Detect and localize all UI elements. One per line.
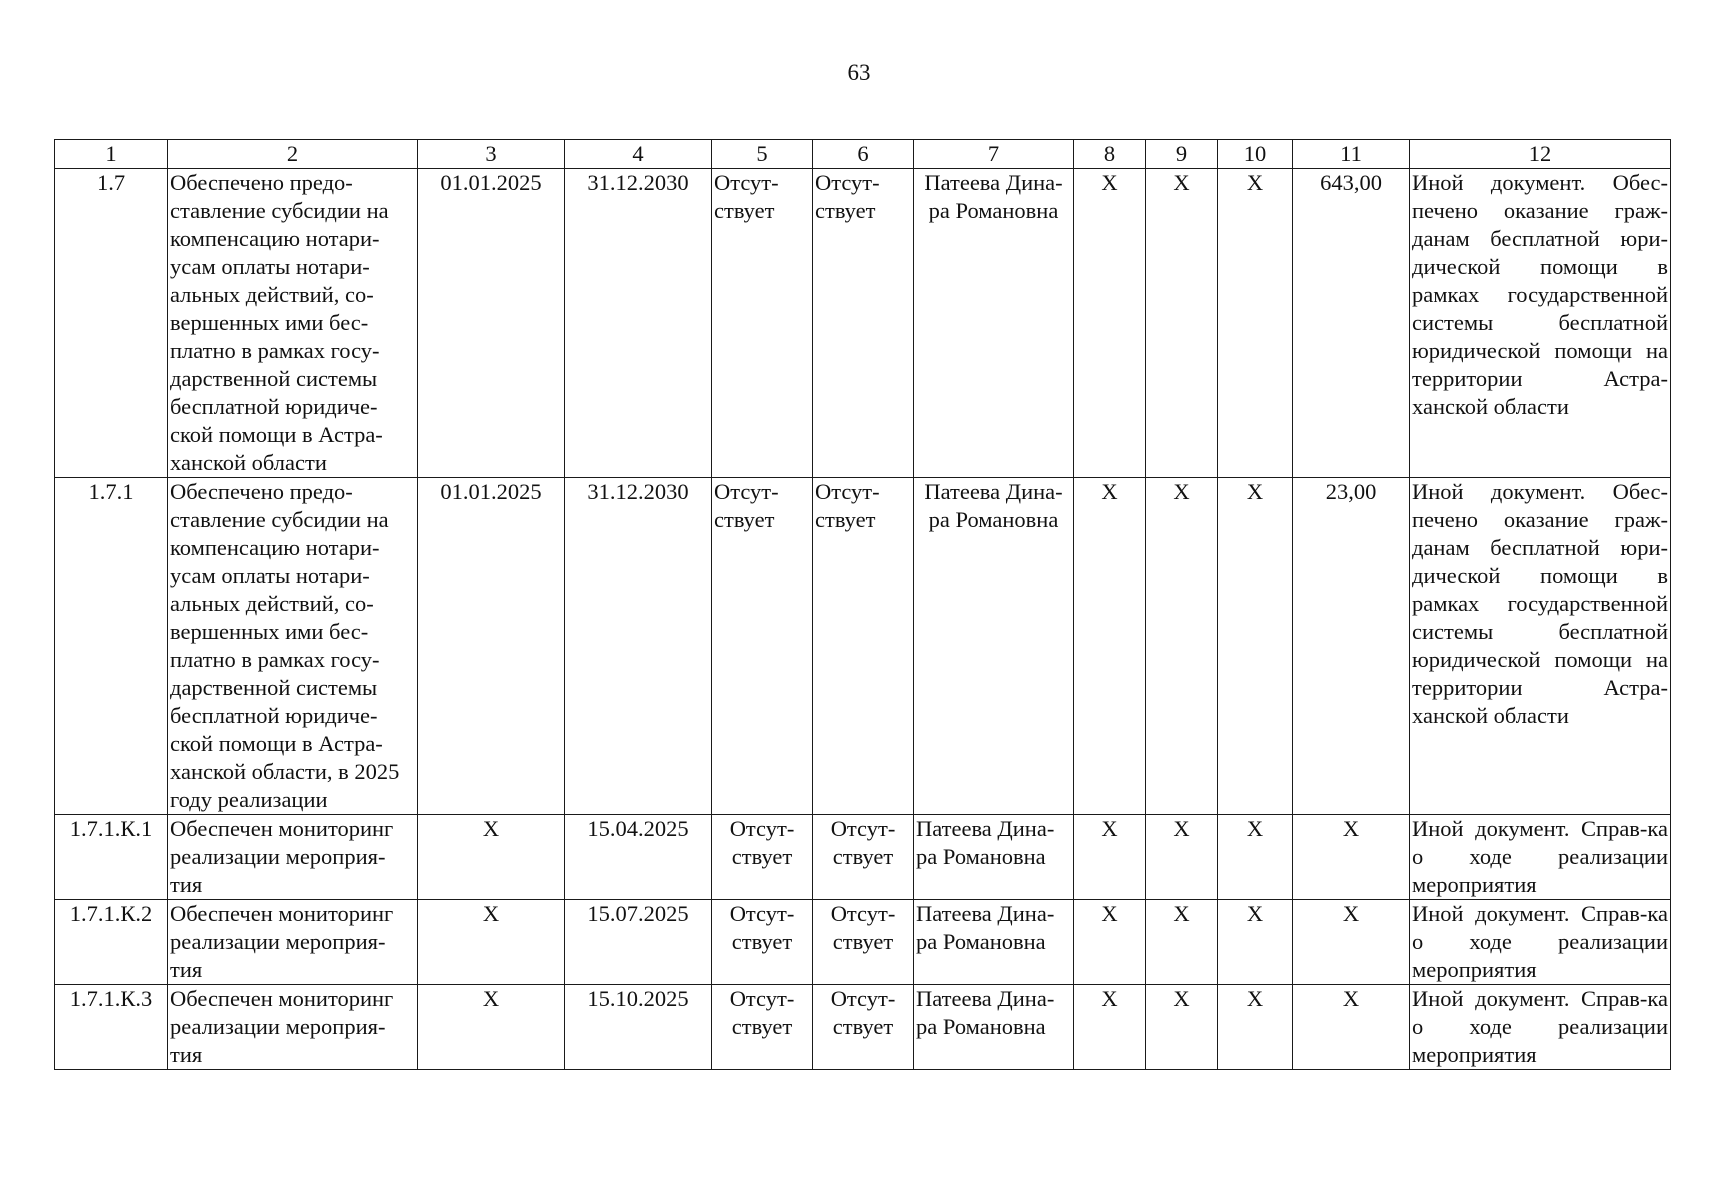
cell-col8: X [1074,478,1146,815]
row-description: Обеспечен мониторинг реализации мероприя-тия [168,900,418,985]
cell-col10: X [1218,478,1293,815]
column-header: 10 [1218,140,1293,169]
amount: 643,00 [1293,169,1410,478]
column-header: 8 [1074,140,1146,169]
column-header: 2 [168,140,418,169]
cell-col9: X [1146,985,1218,1070]
table-row [55,985,1671,1070]
cell-col9: X [1146,169,1218,478]
cell-col5: Отсут-ствует [712,985,813,1070]
document-type: Иной документ. Справ-ка о ходе реализации мероприятия [1410,900,1671,985]
amount: 23,00 [1293,478,1410,815]
row-description: Обеспечено предо-ставление субсидии на компенсацию нотари-усам оплаты нотари-альных действий, со-вершенных ими бес-платно в рамках госу-дарственной системы бесплатной юридиче-ской помощи в Астра-ханской области, в 2025 году реализации [168,478,418,815]
end-date: 15.07.2025 [565,900,712,985]
cell-col10: X [1218,815,1293,900]
column-header: 3 [418,140,565,169]
start-date: X [418,985,565,1070]
start-date: 01.01.2025 [418,478,565,815]
responsible-person: Патеева Дина-ра Романовна [914,900,1074,985]
responsible-person: Патеева Дина-ра Романовна [914,478,1074,815]
cell-col6: Отсут-ствует [813,169,914,478]
end-date: 31.12.2030 [565,169,712,478]
cell-col10: X [1218,169,1293,478]
document-type: Иной документ. Обес-печено оказание граж-данам бесплатной юри-дической помощи в рамках государственной системы бесплатной юридической помощи на территории Астра-ханской области [1410,169,1671,478]
table-row [55,169,1671,478]
document-type: Иной документ. Обес-печено оказание граж-данам бесплатной юри-дической помощи в рамках государственной системы бесплатной юридической помощи на территории Астра-ханской области [1410,478,1671,815]
column-header: 7 [914,140,1074,169]
cell-col8: X [1074,985,1146,1070]
start-date: X [418,900,565,985]
cell-col6: Отсут-ствует [813,478,914,815]
cell-col6: Отсут-ствует [813,900,914,985]
cell-col8: X [1074,900,1146,985]
column-header: 6 [813,140,914,169]
row-description: Обеспечен мониторинг реализации мероприя-тия [168,815,418,900]
responsible-person: Патеева Дина-ра Романовна [914,169,1074,478]
column-header: 4 [565,140,712,169]
page-number: 63 [847,60,871,85]
column-header: 11 [1293,140,1410,169]
column-header: 1 [55,140,168,169]
table-row [55,815,1671,900]
responsible-person: Патеева Дина-ра Романовна [914,815,1074,900]
header-row [55,140,1671,169]
cell-col5: Отсут-ствует [712,169,813,478]
cell-col8: X [1074,169,1146,478]
cell-col5: Отсут-ствует [712,815,813,900]
end-date: 31.12.2030 [565,478,712,815]
cell-col10: X [1218,900,1293,985]
row-number: 1.7.1.К.3 [55,985,168,1070]
row-number: 1.7.1.К.2 [55,900,168,985]
column-header: 5 [712,140,813,169]
cell-col9: X [1146,478,1218,815]
row-number: 1.7.1.К.1 [55,815,168,900]
cell-col10: X [1218,985,1293,1070]
responsible-person: Патеева Дина-ра Романовна [914,985,1074,1070]
column-header: 9 [1146,140,1218,169]
table-row [55,900,1671,985]
cell-col8: X [1074,815,1146,900]
column-header: 12 [1410,140,1671,169]
end-date: 15.10.2025 [565,985,712,1070]
cell-col9: X [1146,815,1218,900]
cell-col6: Отсут-ствует [813,815,914,900]
amount: X [1293,900,1410,985]
row-description: Обеспечено предо-ставление субсидии на компенсацию нотари-усам оплаты нотари-альных действий, со-вершенных ими бес-платно в рамках госу-дарственной системы бесплатной юридиче-ской помощи в Астра-ханской области [168,169,418,478]
cell-col5: Отсут-ствует [712,478,813,815]
cell-col5: Отсут-ствует [712,900,813,985]
start-date: X [418,815,565,900]
activities-table [54,139,1671,1070]
cell-col6: Отсут-ствует [813,985,914,1070]
amount: X [1293,815,1410,900]
cell-col9: X [1146,900,1218,985]
amount: X [1293,985,1410,1070]
document-type: Иной документ. Справ-ка о ходе реализации мероприятия [1410,985,1671,1070]
document-type: Иной документ. Справ-ка о ходе реализации мероприятия [1410,815,1671,900]
table-row [55,478,1671,815]
start-date: 01.01.2025 [418,169,565,478]
row-description: Обеспечен мониторинг реализации мероприя-тия [168,985,418,1070]
row-number: 1.7 [55,169,168,478]
end-date: 15.04.2025 [565,815,712,900]
row-number: 1.7.1 [55,478,168,815]
